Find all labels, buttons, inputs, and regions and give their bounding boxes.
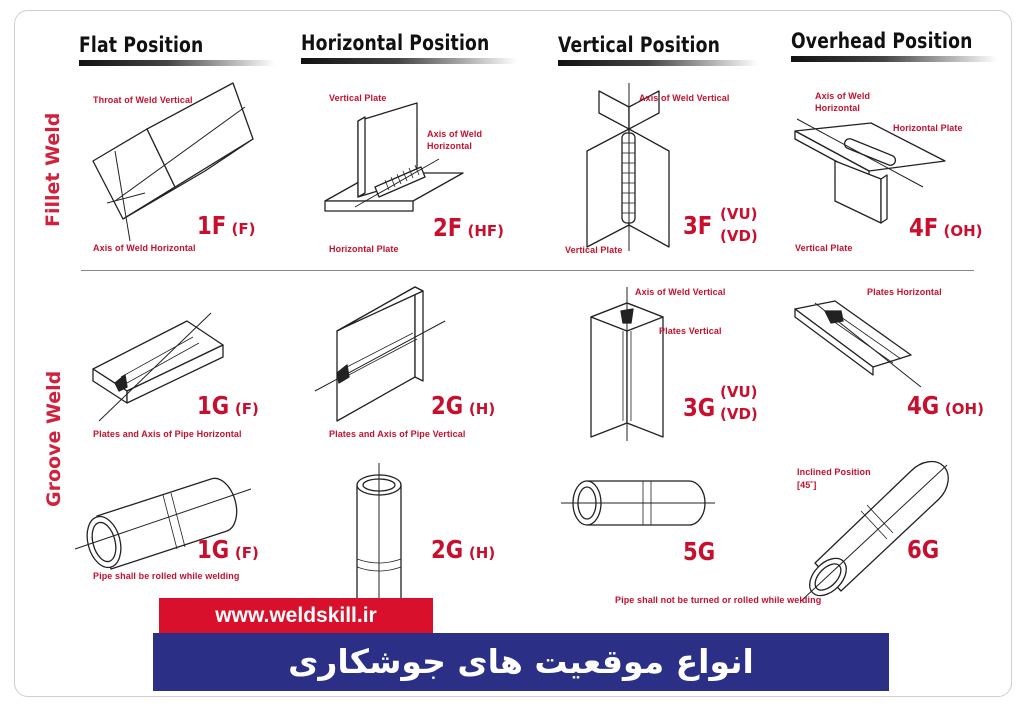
position-code-1f	[197, 211, 255, 240]
groove-2g-pipe-drawing	[357, 463, 401, 611]
position-code-3g	[683, 393, 721, 422]
label-plates-horizontal: Plates Horizontal	[867, 287, 942, 297]
suffix-hf: (HF)	[467, 222, 504, 240]
header-overhead-position: Overhead Position	[791, 29, 973, 53]
code-3f: 3F	[683, 211, 713, 240]
weld-position-illustrations	[15, 11, 1011, 696]
code-4g: 4G	[907, 391, 940, 420]
suffix-vd: (VD)	[720, 227, 758, 245]
suffix-oh: (OH)	[943, 222, 983, 240]
groove-2g-plate-drawing	[315, 287, 445, 421]
position-code-2g	[431, 391, 495, 420]
label-plates-axis-pipe-vertical: Plates and Axis of Pipe Vertical	[329, 429, 466, 439]
label-axis-of-weld: Axis of Weld	[815, 91, 871, 101]
groove-5g-pipe-drawing	[561, 481, 715, 525]
header-horizontal-position: Horizontal Position	[301, 31, 490, 55]
groove-4g-plate-drawing	[795, 301, 921, 387]
code-2f: 2F	[433, 213, 463, 242]
header-vertical-position: Vertical Position	[558, 33, 721, 57]
poster-frame	[14, 10, 1012, 697]
label-plates-axis-pipe-horizontal: Plates and Axis of Pipe Horizontal	[93, 429, 242, 439]
code-1g: 1G	[197, 535, 230, 564]
suffix-h: (H)	[468, 544, 496, 562]
code-6g: 6G	[907, 535, 940, 564]
position-code-4f	[909, 213, 983, 242]
suffix-vu-vd	[720, 203, 758, 247]
label-horizontal-plate: Horizontal Plate	[893, 123, 963, 133]
code-5g: 5G	[683, 537, 716, 566]
code-1g: 1G	[197, 391, 230, 420]
label-horizontal: Horizontal	[815, 103, 860, 113]
label-axis-of-weld-vertical: Axis of Weld Vertical	[639, 93, 730, 103]
fillet-3f-drawing	[587, 83, 669, 251]
suffix-h: (H)	[468, 400, 496, 418]
suffix-vu: (VU)	[720, 205, 758, 223]
position-code-5g	[683, 537, 721, 566]
position-code-2f	[433, 213, 504, 242]
label-pipe-rolled: Pipe shall be rolled while welding	[93, 571, 240, 581]
position-code-3f	[683, 211, 717, 240]
suffix-f: (F)	[234, 544, 259, 562]
position-code-2g-pipe	[431, 535, 495, 564]
suffix-f: (F)	[234, 400, 259, 418]
code-3g: 3G	[683, 393, 716, 422]
label-plates-vertical: Plates Vertical	[659, 326, 722, 336]
suffix-f: (F)	[231, 220, 256, 238]
fillet-2f-drawing	[325, 103, 463, 211]
label-45-degrees: [45˚]	[797, 480, 817, 490]
label-vertical-plate: Vertical Plate	[565, 245, 623, 255]
suffix-vd: (VD)	[720, 405, 758, 423]
position-code-1g-pipe	[197, 535, 259, 564]
groove-3g-plate-drawing	[591, 287, 663, 441]
row-label-fillet-weld: Fillet Weld	[42, 112, 64, 227]
code-2g: 2G	[431, 535, 464, 564]
position-code-6g	[907, 535, 945, 564]
label-vertical-plate: Vertical Plate	[795, 243, 853, 253]
position-code-4g	[907, 391, 984, 420]
row-label-groove-weld: Groove Weld	[43, 370, 65, 507]
website-link[interactable]: www.weldskill.ir	[159, 598, 433, 634]
position-code-1g	[197, 391, 259, 420]
label-axis-of-weld: Axis of Weld	[427, 129, 483, 139]
label-pipe-not-turned: Pipe shall not be turned or rolled while welding	[615, 595, 822, 605]
fillet-4f-drawing	[795, 119, 945, 223]
label-inclined-position: Inclined Position	[797, 467, 871, 477]
groove-6g-pipe-drawing	[801, 462, 948, 603]
suffix-vu-vd	[720, 381, 758, 425]
code-2g: 2G	[431, 391, 464, 420]
label-throat-of-weld-vertical: Throat of Weld Vertical	[93, 95, 193, 105]
label-horizontal-plate: Horizontal Plate	[329, 244, 399, 254]
label-horizontal: Horizontal	[427, 141, 472, 151]
suffix-vu: (VU)	[720, 383, 758, 401]
label-axis-of-weld-vertical: Axis of Weld Vertical	[635, 287, 726, 297]
code-4f: 4F	[909, 213, 939, 242]
label-vertical-plate: Vertical Plate	[329, 93, 387, 103]
label-axis-of-weld-horizontal: Axis of Weld Horizontal	[93, 243, 196, 253]
suffix-oh: (OH)	[944, 400, 984, 418]
header-flat-position: Flat Position	[79, 33, 204, 57]
title-banner: انواع موقعیت های جوشکاری	[153, 633, 889, 691]
code-1f: 1F	[197, 211, 227, 240]
